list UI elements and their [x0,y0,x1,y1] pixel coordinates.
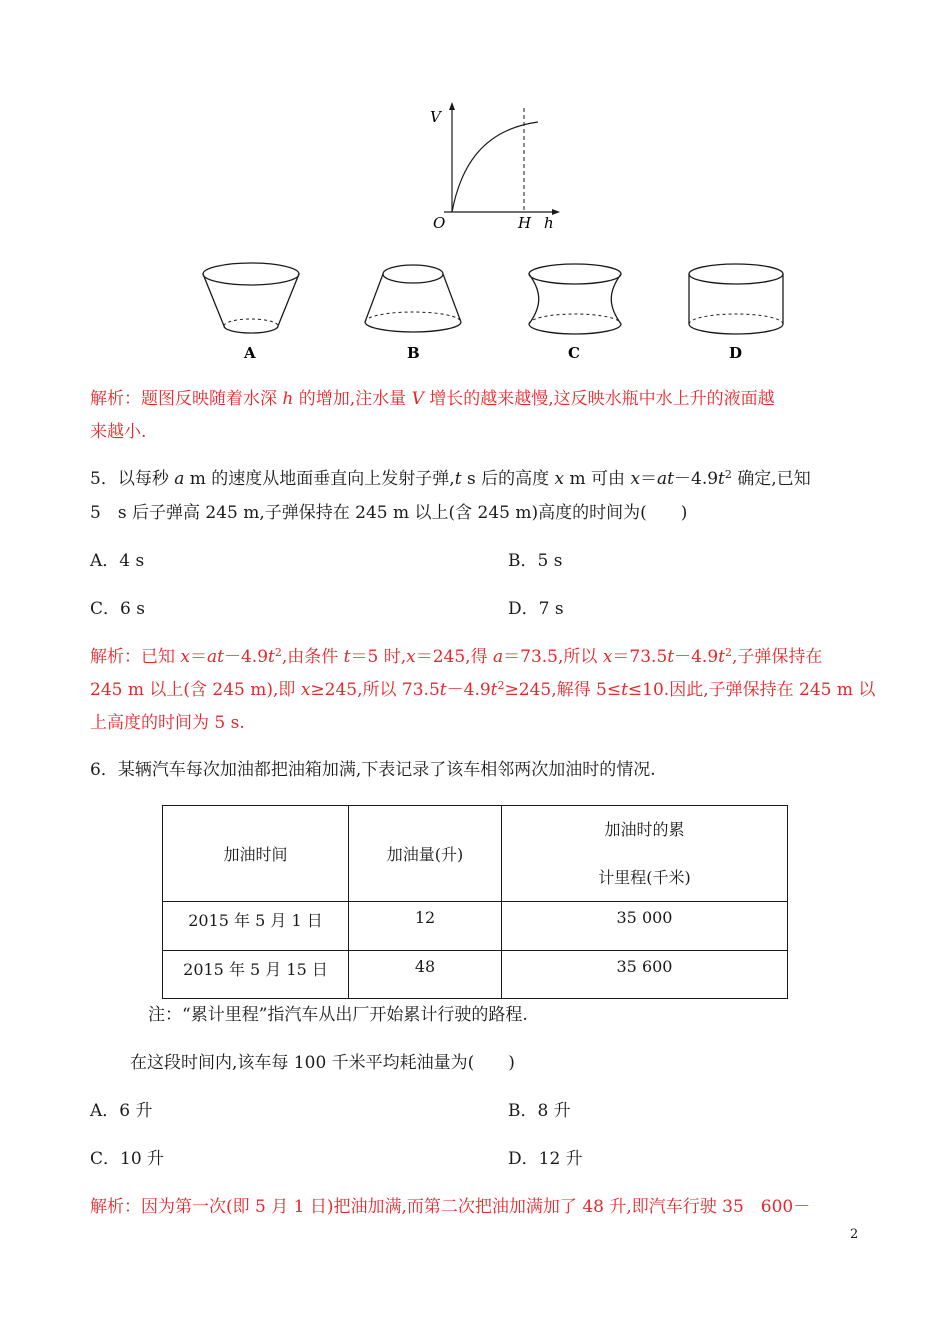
q5-option-b[interactable]: B．5 s [508,551,563,571]
q6-table-note: 注：“累计里程”指汽车从出厂开始累计行驶的路程. [148,1005,528,1025]
table-cell: 35 600 [502,951,788,999]
q6-question: 在这段时间内,该车每 100 千米平均耗油量为( ) [130,1053,515,1073]
q5-option-a[interactable]: A．4 s [90,551,145,571]
q5-solution-line-2: 245 m 以上(含 245 m),即 x≥245,所以 $73.5t-4.9t^2\ge 245$,解得 5≤t≤10.因此,子弹保持在 245 m 以 [90,679,876,700]
q5-option-d[interactable]: D．7 s [508,599,564,619]
q5-stem-line-2: 5 s 后子弹高 245 m,子弹保持在 245 m 以上(含 245 m)高度的时间为( ) [90,503,688,523]
h-tick-label: H [518,214,532,232]
q6-stem: 6．某辆汽车每次加油都把油箱加满,下表记录了该车相邻两次加油时的情况. [90,760,656,780]
table-cell: 2015 年 5 月 15 日 [163,951,349,999]
q4-solution-line-1: 解析：题图反映随着水深 h 的增加,注水量 V 增长的越来越慢,这反映水瓶中水上升的液面越 [90,389,775,409]
q5-solution-line-1: 解析：已知 $x=at-4.9t^2$,由条件 t＝5 时,x＝245,得 a＝73.5,所以 $x=73.5t-4.9t^2$,子弹保持在 [90,646,823,667]
volume-curve [452,122,538,212]
container-b [360,258,466,366]
header-refuel-amount: 加油量(升) [349,806,502,902]
table-cell: 35 000 [502,902,788,951]
v-axis-arrow [449,102,455,110]
table-cell: 48 [349,951,502,999]
container-a [198,258,304,366]
table-cell: 2015 年 5 月 1 日 [163,902,349,951]
q6-option-c[interactable]: C．10 升 [90,1149,165,1169]
page-number: 2 [850,1227,859,1242]
header-mileage [502,806,788,902]
container-label-b: B [407,344,420,362]
header-mileage-line-1: 加油时的累 [604,819,685,839]
q6-option-b[interactable]: B．8 升 [508,1101,571,1121]
table-row [163,951,788,999]
container-label-a: A [244,344,256,362]
v-label: V [430,108,441,126]
header-mileage-line-2: 计里程(千米) [598,867,691,887]
h-label: h [544,214,554,232]
table-cell: 12 [349,902,502,951]
table-header-row [163,806,788,902]
header-refuel-time: 加油时间 [163,806,349,902]
q6-option-d[interactable]: D．12 升 [508,1149,583,1169]
container-label-c: C [568,344,580,362]
refuel-table [162,805,788,999]
q5-stem-line-1: 5．以每秒 a m 的速度从地面垂直向上发射子弹,t s 后的高度 x m 可由 $x=at-4.9t^2$ 确定,已知 [90,468,811,489]
q5-solution-line-3: 上高度的时间为 5 s. [90,713,245,733]
q4-solution-line-2: 来越小. [90,422,147,442]
q6-solution-line-1: 解析：因为第一次(即 5 月 1 日)把油加满,而第二次把油加满加了 48 升,即汽车行驶 35 600－ [90,1197,811,1217]
origin-label: O [433,214,446,232]
table-row [163,902,788,951]
q6-option-a[interactable]: A．6 升 [90,1101,153,1121]
container-label-d: D [729,344,743,362]
container-c [520,258,630,366]
q5-option-c[interactable]: C．6 s [90,599,145,619]
volume-height-graph [420,100,570,235]
container-d [684,258,788,366]
